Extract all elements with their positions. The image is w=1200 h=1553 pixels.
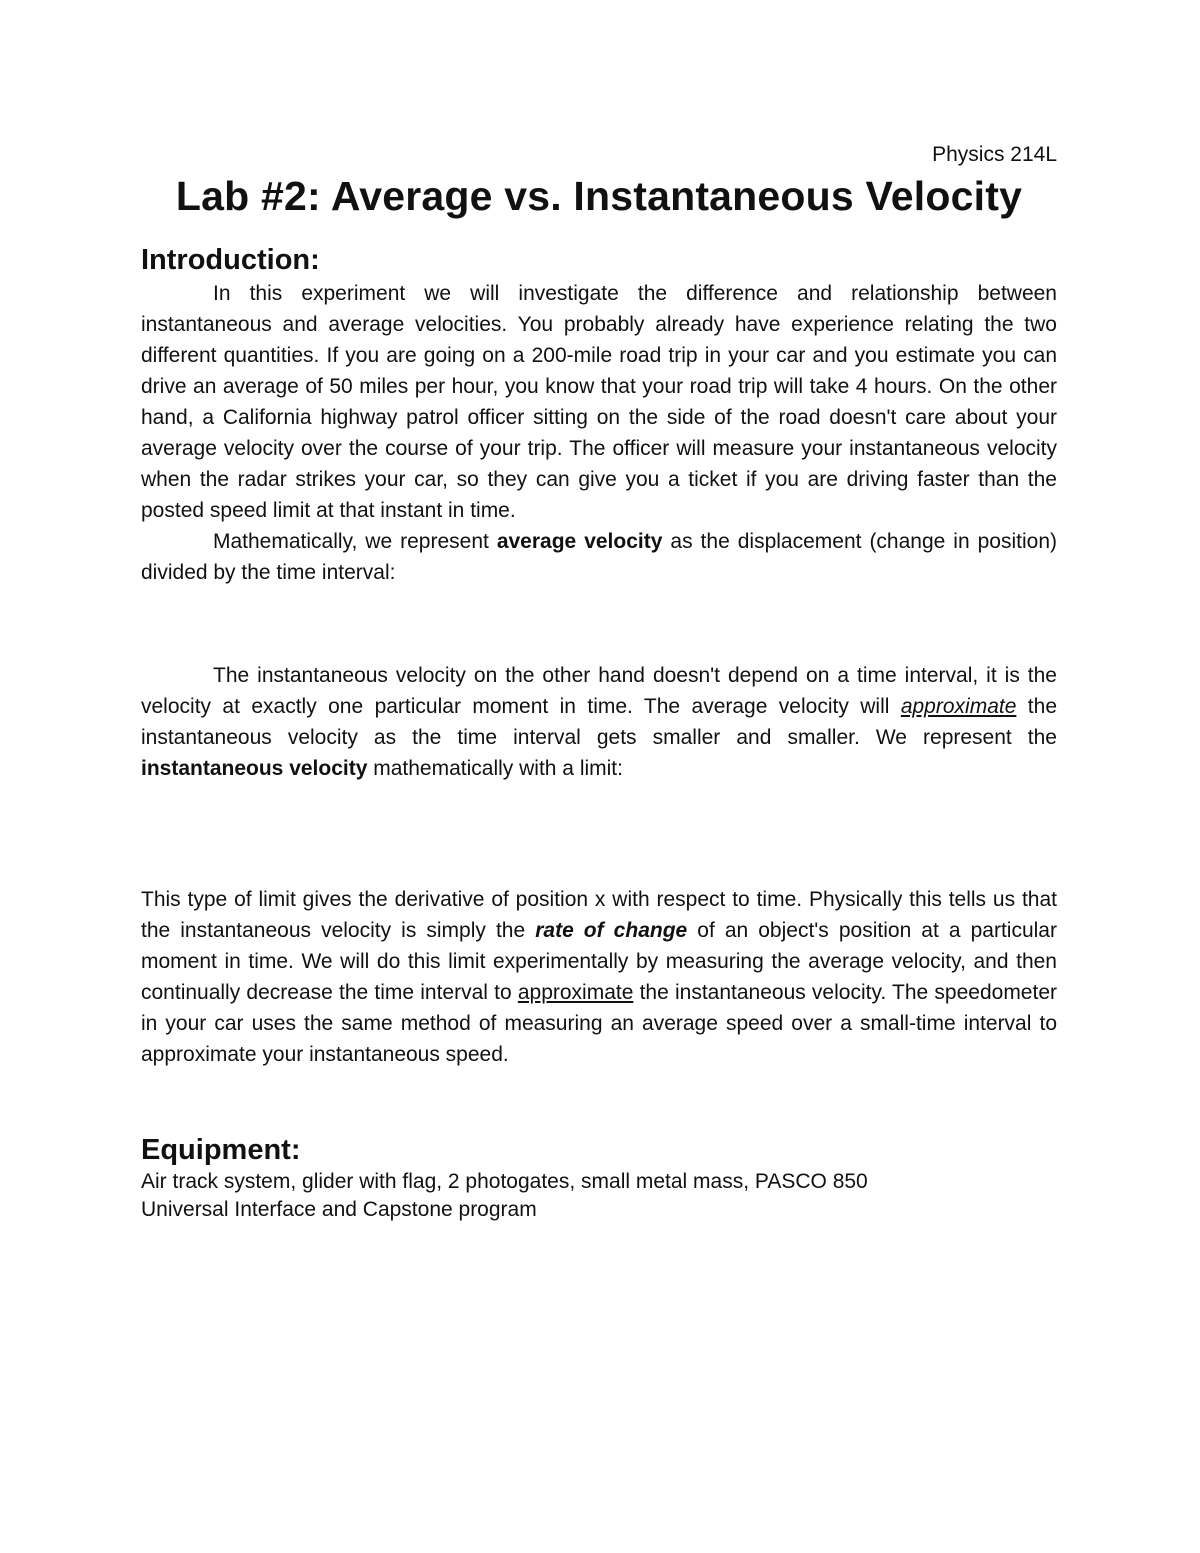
p4-part1: This type of limit gives the derivative of position x with respect to time. Physically this tells us that the instantaneous velocity is simply the (141, 888, 1057, 942)
p3-part1: The instantaneous velocity on the other hand doesn't depend on a time interval, it is the velocity at exactly one particular moment in time. The average velocity will (141, 664, 1057, 718)
limit-equation-space (141, 784, 1057, 884)
p2-text-before: Mathematically, we represent (213, 530, 497, 553)
intro-paragraph-3 (141, 660, 1057, 784)
approximate-underline: approximate (517, 981, 634, 1004)
course-label: Physics 214L (932, 143, 1057, 166)
page-title: Lab #2: Average vs. Instantaneous Velocity (175, 173, 1023, 219)
intro-paragraph-4 (141, 884, 1057, 1070)
equipment-line-1: Air track system, glider with flag, 2 photogates, small metal mass, PASCO 850 (141, 1170, 868, 1193)
p2-text-after: as the displacement (change in position) divided by the time interval: (141, 530, 1058, 584)
approximate-emphasis: approximate (900, 695, 1017, 718)
equipment-line-2: Universal Interface and Capstone program (141, 1198, 537, 1221)
rate-of-change-term: rate of change (535, 919, 688, 942)
equipment-heading: Equipment: (141, 1134, 301, 1166)
average-velocity-equation-space (141, 588, 1057, 660)
p3-part3: mathematically with a limit: (367, 757, 623, 780)
instantaneous-velocity-term: instantaneous velocity (141, 757, 368, 780)
intro-paragraph-2 (141, 526, 1057, 588)
introduction-heading: Introduction: (141, 244, 320, 276)
p3-part2: the instantaneous velocity as the time interval gets smaller and smaller. We represent the (141, 695, 1057, 749)
intro-paragraph-1: In this experiment we will investigate the difference and relationship between instantaneous and average velocities. You probably already have experience relating the two different quantities. If you are going on a 200-mile road trip in your car and you estimate you can drive an average of 50 miles per hour, you know that your road trip will take 4 hours. On the other hand, a California highway patrol officer sitting on the side of the road doesn't care about your average velocity over the course of your trip. The officer will measure your instantaneous velocity when the radar strikes your car, so they can give you a ticket if you are driving faster than the posted speed limit at that instant in time. (141, 282, 1057, 522)
p4-part3: the instantaneous velocity. The speedometer in your car uses the same method of measuring an average speed over a small-time interval to approximate your instantaneous speed. (141, 981, 1057, 1066)
document-page (141, 140, 1057, 1224)
average-velocity-term: average velocity (496, 530, 663, 553)
p4-part2: of an object's position at a particular moment in time. We will do this limit experimentally by measuring the average velocity, and then continually decrease the time interval to (141, 919, 1057, 1004)
section-spacer (141, 1070, 1057, 1132)
